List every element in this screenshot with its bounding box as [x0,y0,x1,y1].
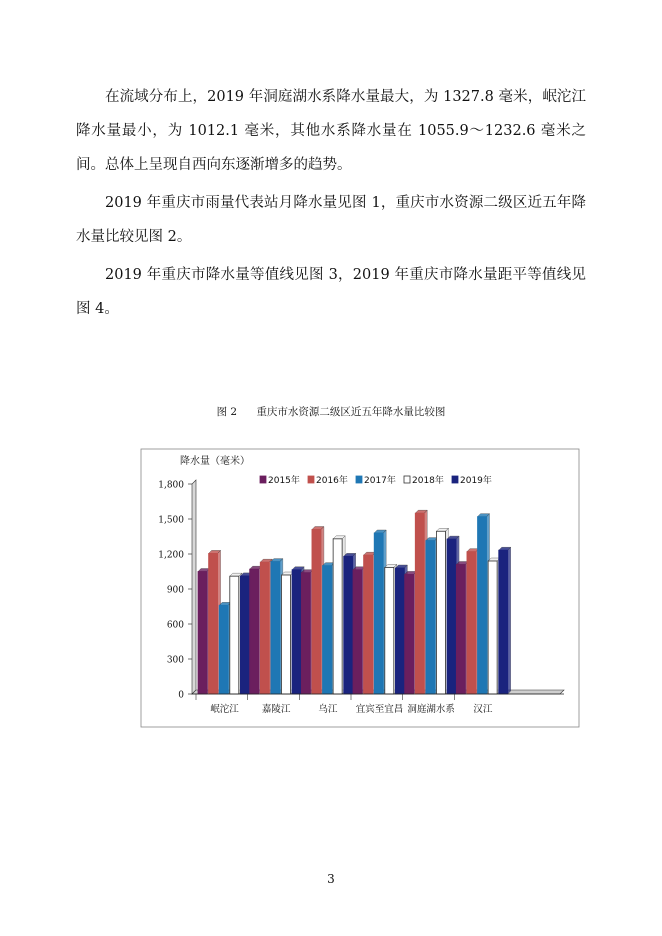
bar [271,562,280,694]
paragraph-isoline-references: 2019 年重庆市降水量等值线见图 3，2019 年重庆市降水量距平等值线见图 4。 [76,267,586,317]
bar [198,572,207,695]
chart-svg [140,448,580,728]
bar-side [508,547,511,694]
bar [395,568,404,694]
bar [488,561,497,694]
x-category-label: 岷沱江 [210,704,239,715]
legend-swatch [308,476,314,483]
bar [364,555,373,694]
bar [312,530,321,695]
y-tick-label: 1,200 [158,550,184,561]
bar [353,570,362,694]
bar [405,574,414,694]
figure-title: 重庆市水资源二级区近五年降水量比较图 [256,406,446,418]
bar [456,565,465,695]
figure-number: 图 2 [216,406,238,418]
legend-label: 2018年 [412,476,444,486]
precipitation-comparison-chart [140,448,580,728]
y-tick-label: 900 [166,585,184,596]
bar [499,550,508,694]
bar [209,553,218,694]
legend-swatch [260,476,266,483]
bar [467,552,476,694]
bar [250,569,259,694]
y-tick-label: 300 [166,655,184,666]
bar [230,576,239,694]
bar [415,513,424,694]
bar [385,567,394,694]
bar [344,556,353,694]
y-tick-label: 0 [178,690,184,701]
bar [333,539,342,694]
figure-caption [0,404,662,419]
bar [478,517,487,694]
bar [447,539,456,694]
bar [281,575,290,694]
bar [436,531,445,694]
bar [301,573,310,694]
x-category-label: 宜宾至宜昌 [355,704,404,715]
bar [292,570,301,694]
legend-label: 2019年 [460,476,492,486]
paragraph-basin-distribution: 在流域分布上，2019 年洞庭湖水系降水量最大，为 1327.8 毫米，岷沱江降水量最小，为 1012.1 毫米，其他水系降水量在 1055.9～1232.6 毫米之间。总体上呈现自西向东逐渐增多的趋势。 [76,89,586,173]
legend-label: 2017年 [364,476,396,486]
bar [219,605,228,694]
bar [240,576,249,694]
page-number: 3 [327,872,335,886]
y-tick-label: 1,800 [158,480,184,491]
y-tick-label: 1,500 [158,515,184,526]
legend-swatch [452,476,458,483]
x-category-label: 乌江 [318,704,338,715]
x-category-label: 嘉陵江 [261,704,291,715]
x-category-label: 汉江 [473,704,493,715]
legend-label: 2015年 [268,476,300,486]
legend-label: 2016年 [316,476,348,486]
y-axis-label: 降水量（毫米） [180,456,250,467]
bar [323,566,332,694]
bar [260,562,269,694]
y-tick-label: 600 [166,620,184,631]
bar [426,541,435,694]
y-axis-wall [192,480,196,694]
legend-swatch [404,476,410,483]
paragraph-figure-references: 2019 年重庆市雨量代表站月降水量见图 1，重庆市水资源二级区近五年降水量比较见图 2。 [76,195,586,245]
x-category-label: 洞庭湖水系 [407,704,455,715]
bar [374,533,383,694]
legend-swatch [356,476,362,483]
